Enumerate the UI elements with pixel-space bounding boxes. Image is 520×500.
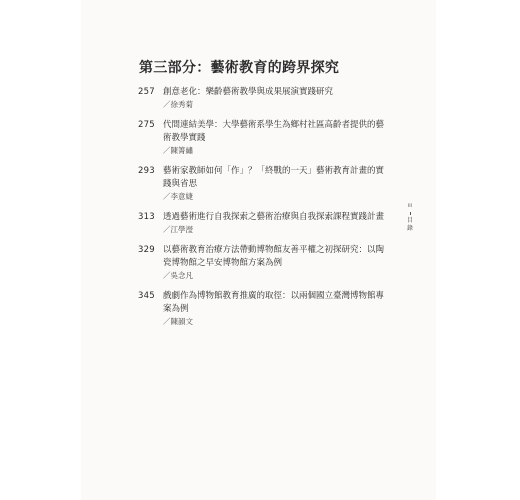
side-label-char: 目	[406, 217, 413, 224]
side-divider	[410, 212, 411, 215]
toc-entry-body	[163, 211, 387, 236]
toc-page-number: 293	[138, 166, 155, 176]
toc-page-number: 329	[138, 245, 155, 255]
toc-entry-author: ／吳念凡	[163, 271, 193, 280]
section-title: 第三部分：藝術教育的跨界探究	[139, 60, 340, 76]
toc-entry-author: ／李意婕	[163, 192, 193, 201]
toc-entry-body	[163, 119, 387, 157]
toc-entry-body	[163, 165, 387, 203]
side-label-char: 錄	[406, 225, 413, 232]
toc-entry-title: 藝術家教師如何「作」？「終戰的一天」藝術教育計畫的實踐與省思	[163, 166, 385, 189]
toc-page-number: 257	[138, 87, 155, 97]
toc-entry-body	[163, 290, 387, 328]
toc-page-number: 345	[138, 291, 155, 301]
toc-entry-author: ／江學瀅	[163, 225, 193, 234]
toc-entry-title: 以藝術教育治療方法帶動博物館友善平權之初探研究：以陶瓷博物館之早安博物館方案為例	[163, 245, 385, 268]
toc-entry-body	[163, 86, 387, 111]
table-of-contents	[138, 86, 388, 336]
toc-entry-title: 戲劇作為博物館教育推廣的取徑：以兩個國立臺灣博物館專案為例	[163, 291, 385, 314]
toc-entry-author: ／陳箐繡	[163, 146, 193, 155]
toc-entry[interactable]	[138, 244, 388, 282]
toc-entry[interactable]	[138, 86, 388, 111]
toc-entry[interactable]	[138, 211, 388, 236]
toc-entry[interactable]	[138, 165, 388, 203]
toc-entry-author: ／徐秀菊	[163, 100, 193, 109]
toc-entry-title: 透過藝術進行自我探索之藝術治療與自我探索課程實踐計畫	[163, 212, 385, 222]
side-page-number: iii	[407, 203, 413, 209]
toc-page-number: 313	[138, 212, 155, 222]
toc-entry[interactable]	[138, 290, 388, 328]
toc-entry-title: 創意老化：樂齡藝術教學與成果展演實踐研究	[163, 87, 334, 97]
toc-entry-body	[163, 244, 387, 282]
toc-entry-title: 代間連結美學：大學藝術系學生為鄉村社區高齡者提供的藝術教學實踐	[163, 120, 385, 143]
toc-entry-author: ／陳韻文	[163, 317, 193, 326]
side-tab	[404, 203, 416, 233]
toc-page-number: 275	[138, 120, 155, 130]
toc-entry[interactable]	[138, 119, 388, 157]
